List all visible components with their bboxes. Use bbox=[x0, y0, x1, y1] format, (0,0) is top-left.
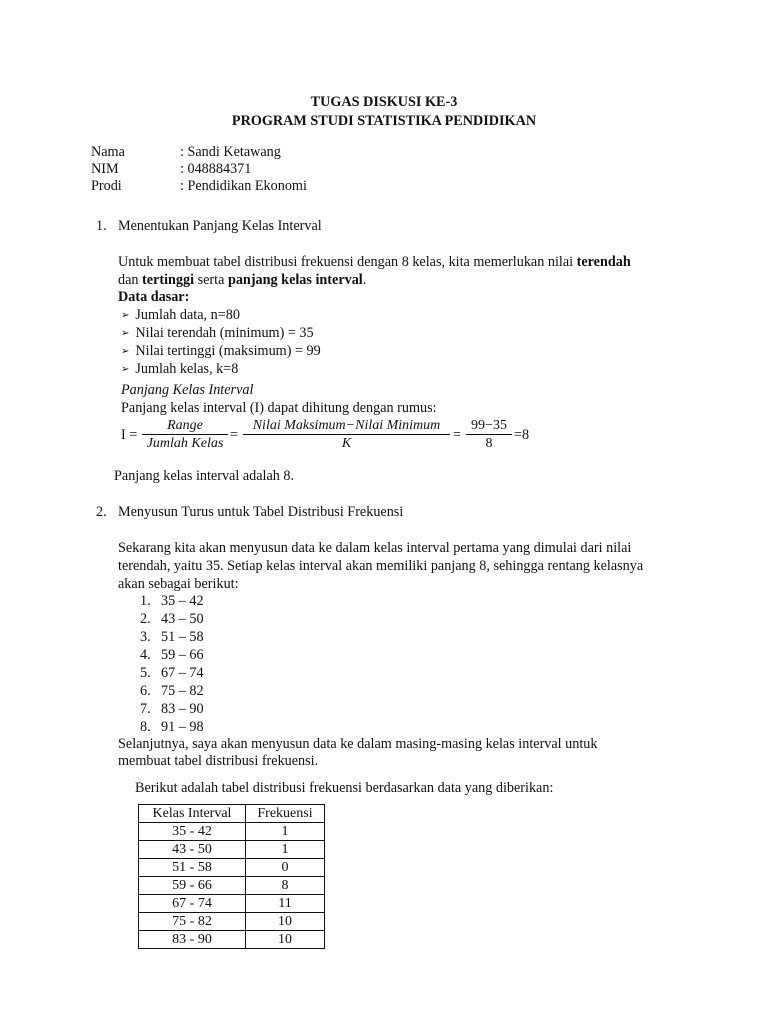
section2-paragraph-line: akan sebagai berikut: bbox=[118, 576, 239, 592]
cell-frequency: 0 bbox=[246, 859, 325, 877]
cell-interval: 67 - 74 bbox=[139, 895, 246, 913]
interval-item: 83 – 90 bbox=[161, 701, 204, 717]
interval-number: 2. bbox=[140, 611, 151, 627]
cell-interval: 83 - 90 bbox=[139, 931, 246, 949]
cell-frequency: 10 bbox=[246, 931, 325, 949]
doc-title: TUGAS DISKUSI KE-3 bbox=[310, 94, 458, 110]
section2-paragraph-line: terendah, yaitu 35. Setiap kelas interval akan memiliki panjang 8, sehingga rentang kelasnya bbox=[118, 558, 644, 574]
interval-number: 5. bbox=[140, 665, 151, 681]
interval-item: 51 – 58 bbox=[161, 629, 204, 645]
data-dasar-heading: Data dasar: bbox=[118, 289, 190, 305]
interval-item: 35 – 42 bbox=[161, 593, 204, 609]
interval-item: 67 – 74 bbox=[161, 665, 204, 681]
cell-interval: 75 - 82 bbox=[139, 913, 246, 931]
bullet-item: ➢ Nilai terendah (minimum) = 35 bbox=[121, 324, 314, 344]
interval-number: 6. bbox=[140, 683, 151, 699]
table-row bbox=[139, 859, 325, 877]
cell-frequency: 8 bbox=[246, 877, 325, 895]
cell-interval: 59 - 66 bbox=[139, 877, 246, 895]
interval-number: 4. bbox=[140, 647, 151, 663]
prodi-label: Prodi bbox=[91, 178, 122, 194]
bullet-item: ➢ Jumlah data, n=80 bbox=[121, 306, 240, 326]
table-row bbox=[139, 895, 325, 913]
nama-value: : Sandi Ketawang bbox=[180, 144, 281, 160]
formula-intro: Panjang kelas interval (I) dapat dihitung dengan rumus: bbox=[121, 400, 437, 416]
formula-heading: Panjang Kelas Interval bbox=[121, 382, 254, 398]
formula-fraction-range: Range Jumlah Kelas bbox=[142, 417, 228, 452]
section1-conclusion: Panjang kelas interval adalah 8. bbox=[114, 468, 295, 484]
section2-next-line: Selanjutnya, saya akan menyusun data ke dalam masing-masing kelas interval untuk bbox=[118, 736, 598, 752]
cell-interval: 35 - 42 bbox=[139, 823, 246, 841]
table-header-row bbox=[139, 805, 325, 823]
formula-equals: = bbox=[453, 427, 462, 443]
section1-paragraph-line1: Untuk membuat tabel distribusi frekuensi dengan 8 kelas, kita memerlukan nilai terendah bbox=[118, 254, 631, 270]
formula-equals: = bbox=[230, 427, 239, 443]
cell-frequency: 10 bbox=[246, 913, 325, 931]
table-row bbox=[139, 823, 325, 841]
section1-heading: Menentukan Panjang Kelas Interval bbox=[118, 218, 322, 234]
cell-interval: 43 - 50 bbox=[139, 841, 246, 859]
formula-lhs: I = bbox=[121, 427, 138, 443]
formula-result: =8 bbox=[514, 427, 530, 443]
cell-frequency: 1 bbox=[246, 823, 325, 841]
nim-value: : 048884371 bbox=[180, 161, 252, 177]
table-row bbox=[139, 913, 325, 931]
prodi-value: : Pendidikan Ekonomi bbox=[180, 178, 307, 194]
section1-paragraph-line2: dan tertinggi serta panjang kelas interval. bbox=[118, 272, 367, 288]
bullet-item: ➢ Jumlah kelas, k=8 bbox=[121, 360, 238, 380]
section2-number: 2. bbox=[96, 504, 107, 520]
table-row bbox=[139, 931, 325, 949]
interval-item: 91 – 98 bbox=[161, 719, 204, 735]
interval-item: 43 – 50 bbox=[161, 611, 204, 627]
cell-frequency: 11 bbox=[246, 895, 325, 913]
formula-fraction-values: $\frac{99-35}{8}$ bbox=[466, 417, 512, 452]
table-intro: Berikut adalah tabel distribusi frekuensi berdasarkan data yang diberikan: bbox=[135, 780, 554, 796]
bullet-item: ➢ Nilai tertinggi (maksimum) = 99 bbox=[121, 342, 321, 362]
interval-number: 7. bbox=[140, 701, 151, 717]
doc-subtitle: PROGRAM STUDI STATISTIKA PENDIDIKAN bbox=[231, 113, 537, 129]
cell-interval: 51 - 58 bbox=[139, 859, 246, 877]
table-row bbox=[139, 841, 325, 859]
section2-next-line: membuat tabel distribusi frekuensi. bbox=[118, 753, 319, 769]
header-frekuensi: Frekuensi bbox=[246, 805, 325, 823]
table-row bbox=[139, 877, 325, 895]
interval-item: 75 – 82 bbox=[161, 683, 204, 699]
section1-number: 1. bbox=[96, 218, 107, 234]
nama-label: Nama bbox=[91, 144, 125, 160]
nim-label: NIM bbox=[91, 161, 119, 177]
frequency-table bbox=[138, 804, 325, 949]
interval-number: 1. bbox=[140, 593, 151, 609]
section2-paragraph-line: Sekarang kita akan menyusun data ke dalam kelas interval pertama yang dimulai dari nilai bbox=[118, 540, 632, 556]
interval-item: 59 – 66 bbox=[161, 647, 204, 663]
cell-frequency: 1 bbox=[246, 841, 325, 859]
section2-heading: Menyusun Turus untuk Tabel Distribusi Frekuensi bbox=[118, 504, 404, 520]
interval-number: 3. bbox=[140, 629, 151, 645]
header-kelas-interval: Kelas Interval bbox=[139, 805, 246, 823]
interval-number: 8. bbox=[140, 719, 151, 735]
formula-fraction-maxmin: Nilai Maksimum−Nilai Minimum K bbox=[243, 417, 450, 452]
